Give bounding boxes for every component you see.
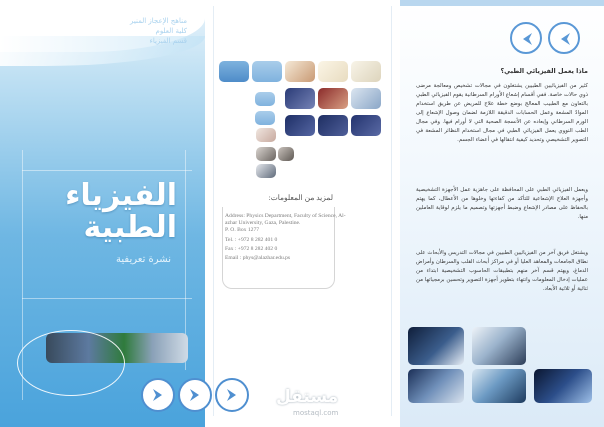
contact-title: لمزيد من المعلومات: bbox=[268, 193, 333, 202]
prev-circle-button[interactable] bbox=[510, 22, 542, 54]
photo-thumbnail bbox=[285, 88, 315, 109]
contact-info bbox=[225, 193, 346, 281]
photo-thumbnail bbox=[256, 147, 276, 161]
article-paragraph: ويشتغل فريق آخر من الفيزيائيين الطبيين في مجالات التدريس والأبحاث على نطاق الجامعات والمعاهد العليا أو في مراكز أبحاث القلب والسرطان وأمراض الدماغ، ويهتم قسم آخر منهم بتطبيقات الحاسوب التشخيصية ابتداء من عمليات إدخال المعلومات وانتهاء بتطوير أجهزة التصوير وتحسين برمجياتها من ثنائية أو ثلاثية الأبعاد. bbox=[416, 250, 588, 292]
photo-thumbnail bbox=[318, 88, 348, 109]
photo-thumbnail bbox=[318, 115, 348, 136]
chevron-left-icon bbox=[556, 30, 574, 48]
next-circle-button[interactable] bbox=[215, 378, 249, 412]
cover-subtitle: نشرة تعريفية bbox=[116, 254, 171, 265]
mosaic-tile bbox=[255, 111, 275, 125]
photo-thumbnail bbox=[408, 369, 464, 403]
photo-thumbnail bbox=[318, 61, 348, 82]
eye-outline-graphic bbox=[17, 330, 125, 396]
contact-address: Address: Physics Department, Faculty of Science, Al- bbox=[225, 213, 346, 219]
next-circle-button[interactable] bbox=[178, 378, 212, 412]
cover-title: الفيزياء الطبية bbox=[65, 178, 177, 245]
photo-thumbnail bbox=[285, 115, 315, 136]
contact-email: Email : phys@alazhar.edu.ps bbox=[225, 255, 291, 261]
watermark-site: mostaql.com bbox=[293, 409, 339, 417]
article-paragraph: ويعمل الفيزيائي الطبي على المحافظة على جاهزية عمل الأجهزة التشخيصية وأجهزة العلاج الإشعاعية للتأكد من كفاءتها وخلوها من الأعطال، كما يهتم بالحفاظ على مصادر الإشعاع وضبط أجهزتها وتصميم ما يلزم لوقاية العاملين منها. bbox=[416, 187, 588, 220]
photo-thumbnail bbox=[351, 88, 381, 109]
chevron-right-icon bbox=[186, 386, 204, 404]
article-heading: ماذا يعمل الفيزيائي الطبي؟ bbox=[500, 67, 588, 75]
photo-thumbnail bbox=[351, 61, 381, 82]
photo-thumbnail bbox=[256, 128, 276, 142]
next-circle-button[interactable] bbox=[141, 378, 175, 412]
photo-thumbnail bbox=[278, 147, 294, 161]
watermark-logo: مستقل bbox=[276, 387, 339, 407]
photo-thumbnail bbox=[534, 369, 592, 403]
photo-thumbnail bbox=[351, 115, 381, 136]
chevron-right-icon bbox=[223, 386, 241, 404]
mosaic-tile bbox=[252, 61, 282, 82]
prev-circle-button[interactable] bbox=[548, 22, 580, 54]
contact-pobox: P. O. Box 1277 bbox=[225, 227, 260, 233]
photo-thumbnail bbox=[256, 164, 276, 178]
contact-tel: Tel. : +972 8 282 401 0 bbox=[225, 237, 278, 243]
cover-panel bbox=[0, 0, 205, 427]
article-paragraph: كثير من الفيزيائيين الطبيين يشتغلون في مجالات تشخيص ومعالجة مرضى ذوي حالات خاصة. ففي أقسام إشعاع الأورام السرطانية يقوم الفيزيائي الطبي بالتعاون مع الطبيب المعالج بوضع خطة علاج للمريض عن طريق استخدام الموادّ المشعة وعمل الحسابات الدقيقة اللازمة لضمان وصول الإشعاع إلى الورم السرطاني وإبعاده عن الأنسجة الصحية التي لا أورام فيها. وفي مجال الطب النووي يعمل الفيزيائي الطبي في مجال استخدام النظائر المشعة في التصوير التشخيصي وتحديد كيفية انتقالها في أعضاء الجسم. bbox=[416, 83, 588, 143]
article-panel bbox=[400, 0, 604, 427]
photo-thumbnail bbox=[472, 369, 526, 403]
contact-fax: Fax : +972 8 282 402 0 bbox=[225, 246, 278, 252]
mosaic-tile bbox=[219, 61, 249, 82]
chevron-right-icon bbox=[149, 386, 167, 404]
photo-thumbnail bbox=[408, 327, 464, 365]
mosaic-tile bbox=[255, 92, 275, 106]
cover-tagline: مناهج الإعجاز المنير كلية العلوم قسم الفيزياء bbox=[129, 17, 187, 45]
chevron-left-icon bbox=[518, 30, 536, 48]
photo-thumbnail bbox=[472, 327, 526, 365]
contact-address: azhar University, Gaza, Palestine. bbox=[225, 220, 301, 226]
photo-thumbnail bbox=[285, 61, 315, 82]
